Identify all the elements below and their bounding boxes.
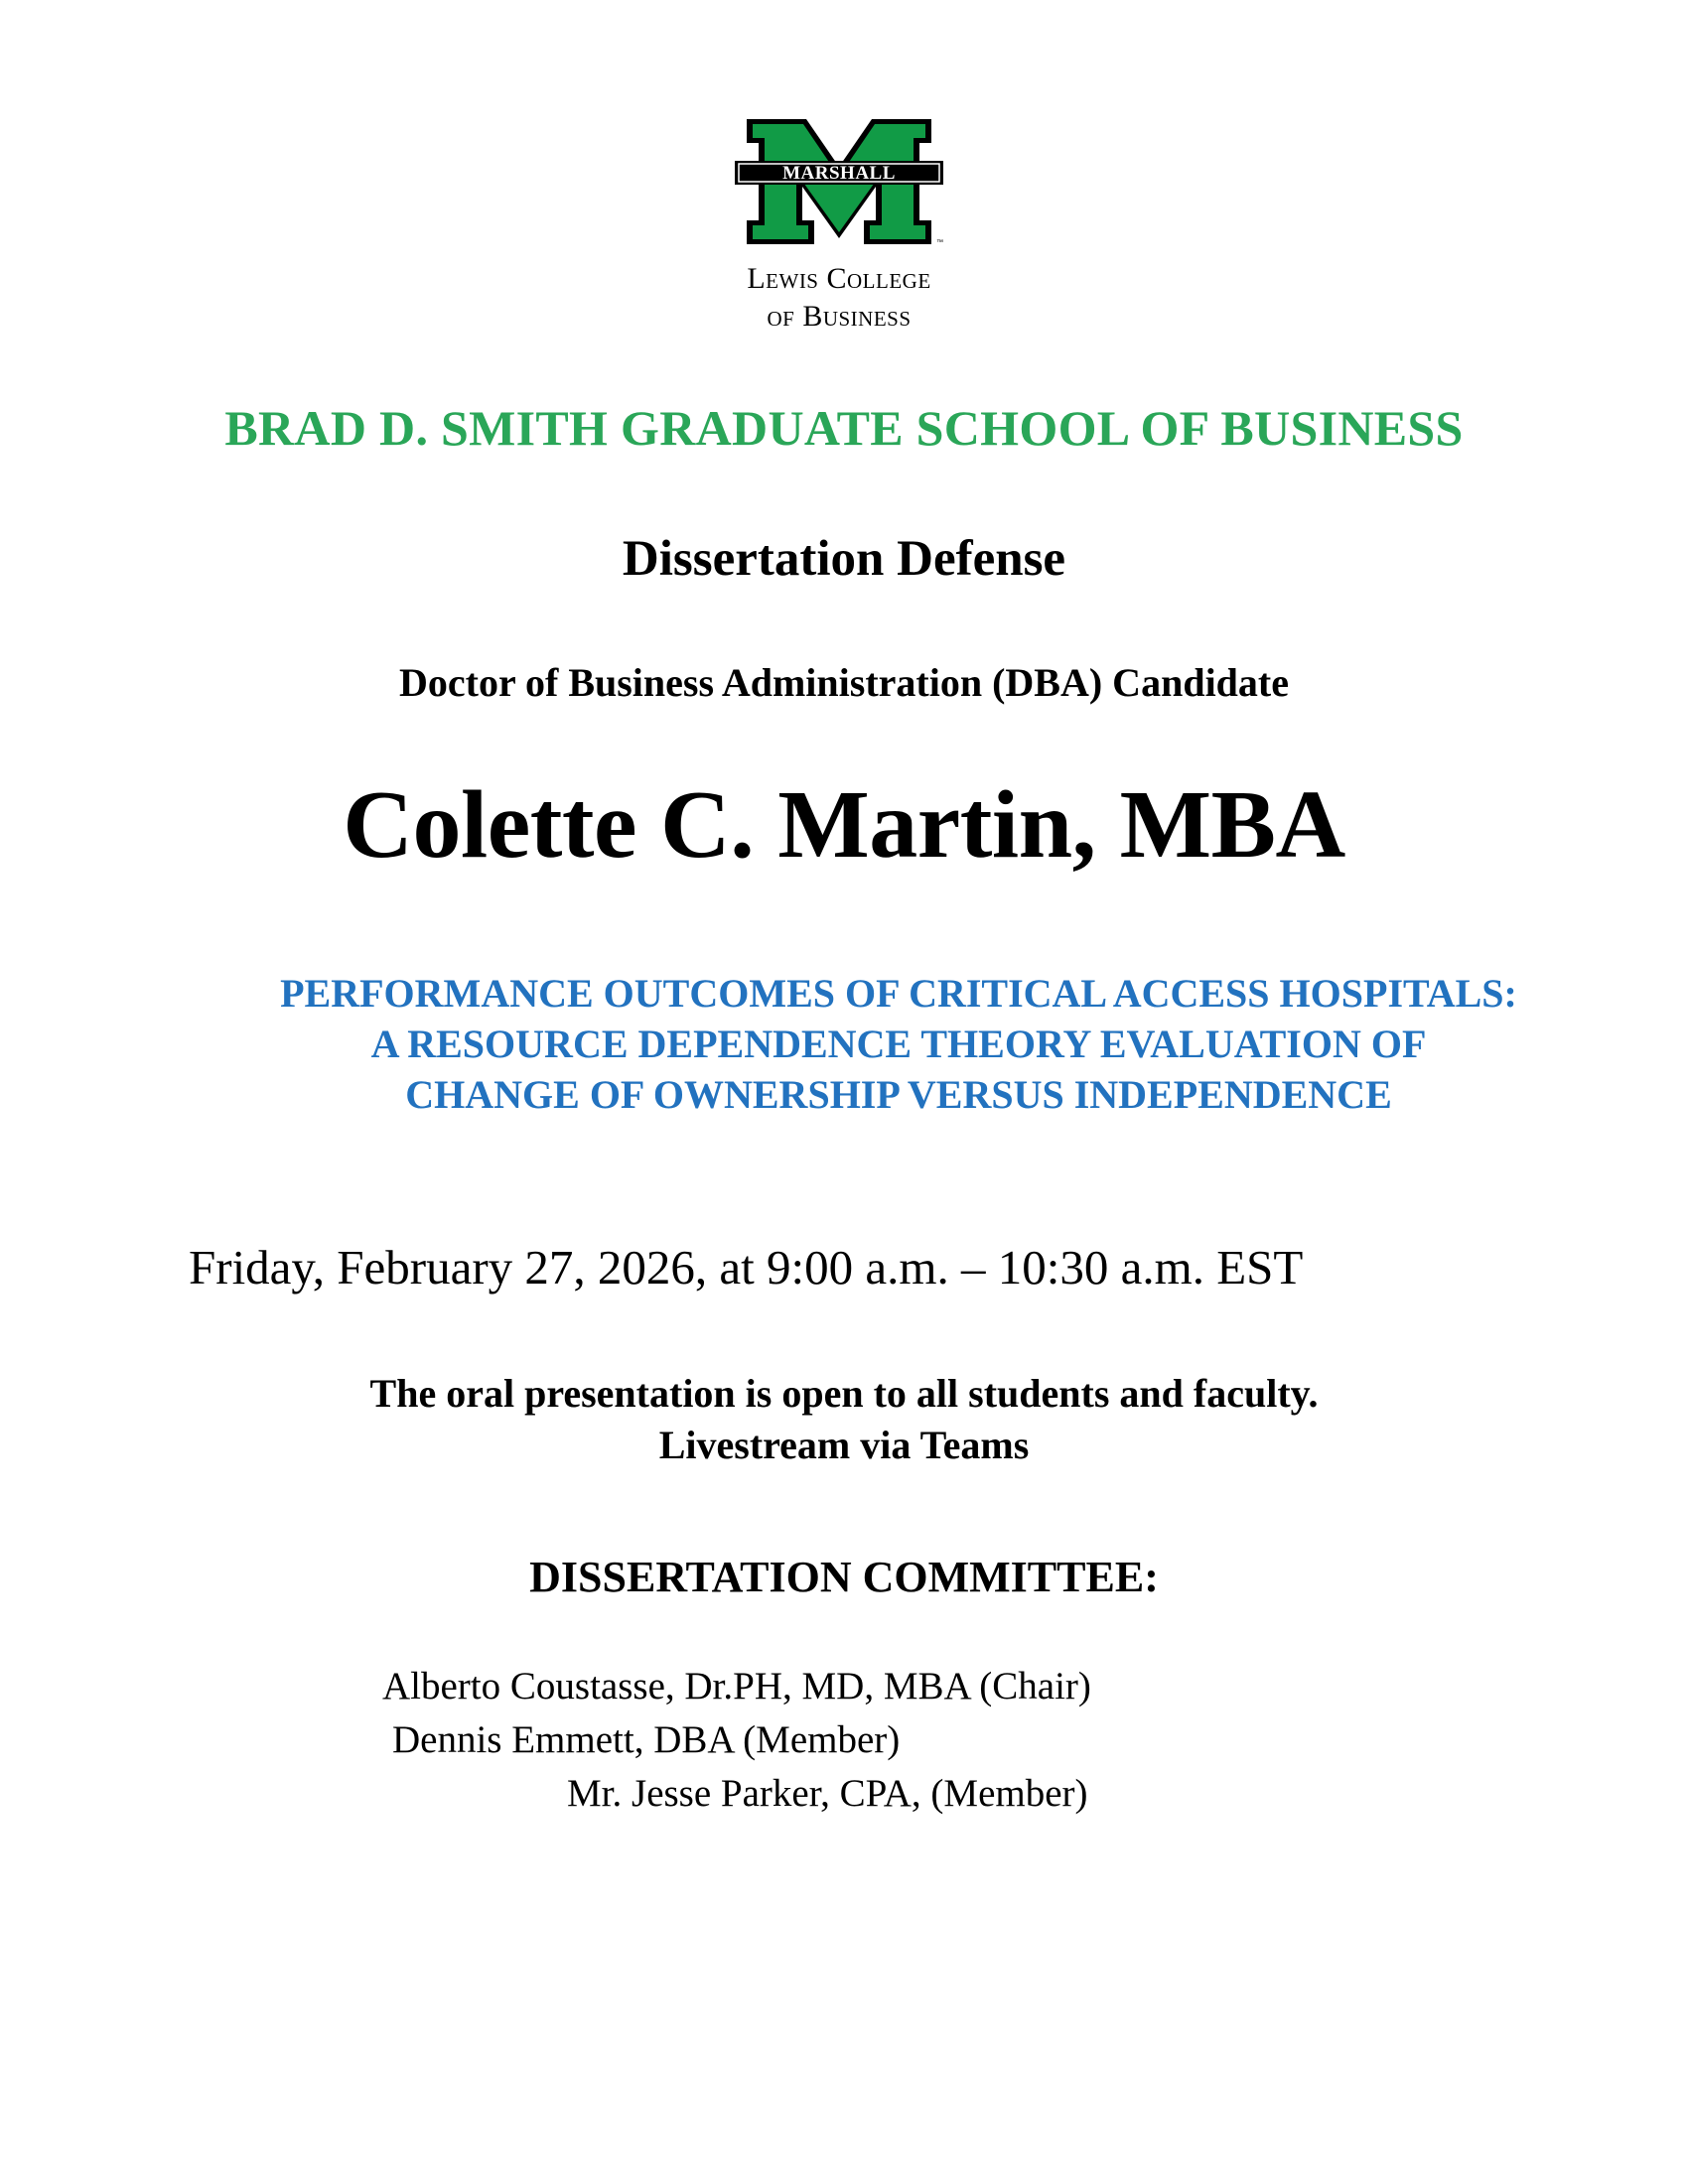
title-line-2: A RESOURCE DEPENDENCE THEORY EVALUATION OF xyxy=(370,1022,1427,1066)
candidate-name: Colette C. Martin, MBA xyxy=(343,771,1345,879)
marshall-logo xyxy=(735,117,943,246)
access-info xyxy=(0,1368,1688,1471)
svg-text:™: ™ xyxy=(936,239,943,246)
committee-heading: DISSERTATION COMMITTEE: xyxy=(529,1553,1159,1601)
school-name: BRAD D. SMITH GRADUATE SCHOOL OF BUSINESS xyxy=(224,400,1464,456)
college-line-1: Lewis College xyxy=(747,262,931,295)
college-line-2: of Business xyxy=(767,300,912,333)
committee-member: Dennis Emmett, DBA (Member) xyxy=(392,1718,901,1761)
title-line-3: CHANGE OF OWNERSHIP VERSUS INDEPENDENCE xyxy=(405,1072,1392,1117)
event-type: Dissertation Defense xyxy=(622,531,1066,587)
degree-line: Doctor of Business Administration (DBA) Candidate xyxy=(399,660,1289,705)
access-line-1: The oral presentation is open to all students and faculty. xyxy=(369,1371,1319,1416)
committee-member: Mr. Jesse Parker, CPA, (Member) xyxy=(567,1772,1088,1815)
dissertation-title xyxy=(179,968,1618,1120)
defense-datetime: Friday, February 27, 2026, at 9:00 a.m. – 10:30 a.m. EST xyxy=(189,1240,1304,1295)
committee-member: Alberto Coustasse, Dr.PH, MD, MBA (Chair) xyxy=(382,1665,1091,1707)
title-line-1: PERFORMANCE OUTCOMES OF CRITICAL ACCESS HOSPITALS: xyxy=(280,971,1517,1016)
access-line-2: Livestream via Teams xyxy=(658,1423,1030,1467)
college-name xyxy=(645,260,1033,336)
logo-wordmark: MARSHALL xyxy=(782,163,896,184)
